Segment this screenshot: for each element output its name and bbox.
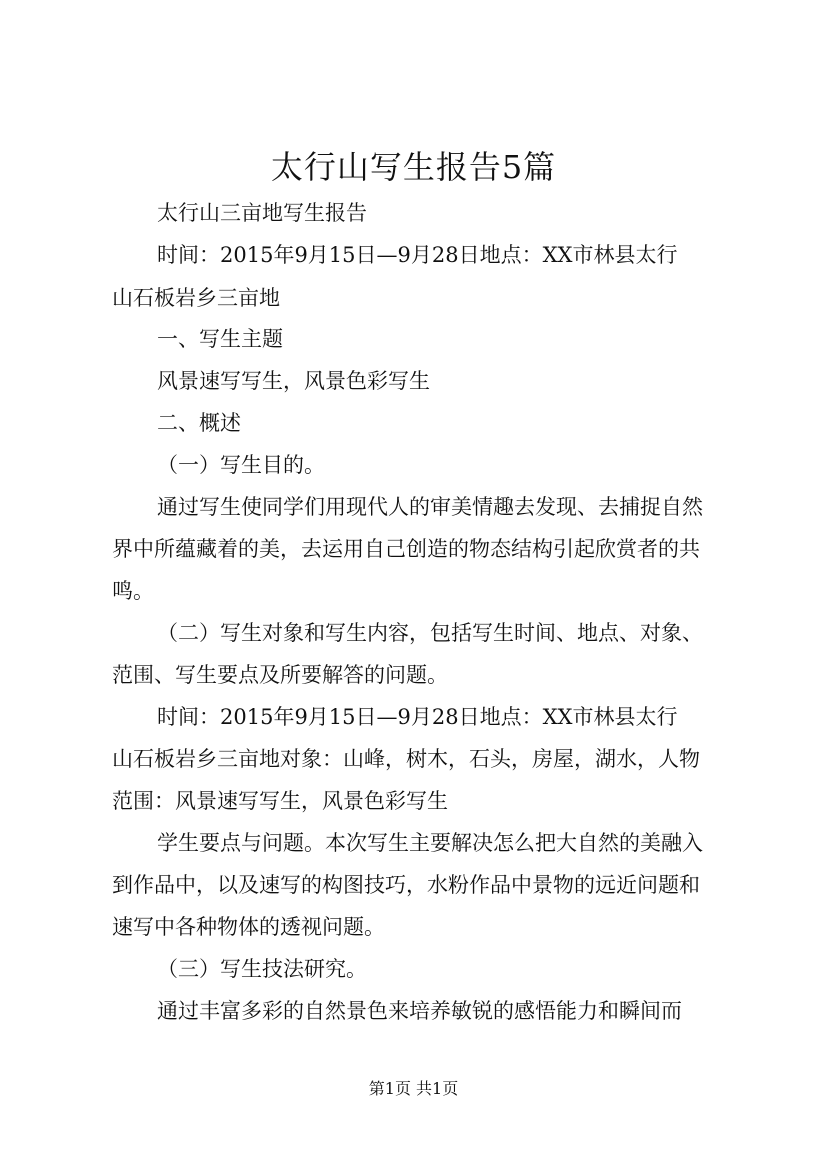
paragraph-line: 一、写生主题	[157, 327, 283, 351]
paragraph-line: 到作品中，以及速写的构图技巧，水粉作品中景物的远近问题和	[112, 873, 700, 897]
paragraph-line: 风景速写写生，风景色彩写生	[157, 369, 430, 393]
paragraph-line: 范围：风景速写写生，风景色彩写生	[112, 789, 448, 813]
paragraph-line: 学生要点与问题。本次写生主要解决怎么把大自然的美融入	[157, 831, 703, 855]
page-footer: 第1页 共1页	[368, 1079, 459, 1098]
paragraph-line: 时间：2015年9月15日—9月28日地点：XX市林县太行	[157, 243, 678, 267]
paragraph-line: 通过写生使同学们用现代人的审美情趣去发现、去捕捉自然	[157, 495, 703, 519]
paragraph-line: 山石板岩乡三亩地对象：山峰，树木，石头，房屋，湖水，人物	[112, 747, 700, 771]
document-title: 太行山写生报告5篇	[270, 148, 557, 186]
paragraph-line: 鸣。	[112, 579, 154, 603]
paragraph-line: （一）写生目的。	[157, 453, 325, 477]
paragraph-line: 山石板岩乡三亩地	[112, 286, 280, 310]
paragraph-line: （二）写生对象和写生内容，包括写生时间、地点、对象、	[157, 621, 703, 645]
paragraph-line: 二、概述	[157, 411, 241, 435]
paragraph-line: 界中所蕴藏着的美，去运用自己创造的物态结构引起欣赏者的共	[112, 537, 700, 561]
paragraph-line: 速写中各种物体的透视问题。	[112, 915, 385, 939]
paragraph-line: 太行山三亩地写生报告	[157, 201, 367, 225]
paragraph-line: 范围、写生要点及所要解答的问题。	[112, 663, 448, 687]
paragraph-line: 通过丰富多彩的自然景色来培养敏锐的感悟能力和瞬间而	[157, 999, 682, 1023]
paragraph-line: 时间：2015年9月15日—9月28日地点：XX市林县太行	[157, 705, 678, 729]
paragraph-line: （三）写生技法研究。	[157, 957, 367, 981]
